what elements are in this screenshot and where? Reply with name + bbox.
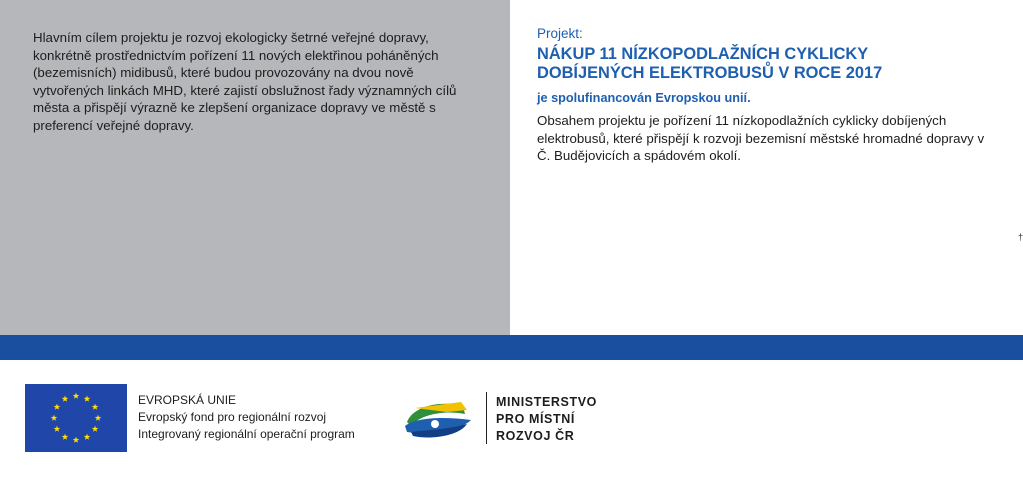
ministry-line-3: ROZVOJ ČR	[496, 429, 575, 443]
edge-mark: †	[1018, 232, 1023, 242]
eu-line-programme: Integrovaný regionální operační program	[138, 427, 355, 441]
project-goal-text: Hlavním cílem projektu je rozvoj ekologicky šetrné veřejné dopravy, konkrétně prostřednictvím pořízení 11 nových elektřinou poháněných (bezemisních) midibusů, které budou provozovány na dvou nově vytvořených linkách MHD, které zajistí obslužnost řady významných cílů města a přispějí výrazně ke zlepšení organizace dopravy ve městě s preferencí veřejné dopravy.	[33, 30, 457, 133]
ministry-line-2: PRO MÍSTNÍ	[496, 412, 575, 426]
eu-flag-icon	[25, 384, 127, 452]
left-panel	[0, 0, 510, 335]
footer	[0, 360, 1023, 478]
right-panel	[510, 0, 1023, 335]
project-description: Obsahem projektu je pořízení 11 nízkopodlažních cyklicky dobíjených elektrobusů, které přispějí k rozvoji bezemisní městské hromadné dopravy v Č. Budějovicích a spádovém okolí.	[537, 113, 985, 164]
ministry-logo-icon	[401, 396, 475, 442]
ministry-text-block	[496, 394, 597, 445]
eu-text-block	[138, 392, 355, 443]
project-title: NÁKUP 11 NÍZKOPODLAŽNÍCH CYKLICKY DOBÍJENÝCH ELEKTROBUSŮ V ROCE 2017	[537, 45, 883, 82]
project-label: Projekt:	[537, 26, 583, 41]
eu-line-union: EVROPSKÁ UNIE	[138, 393, 237, 407]
eu-line-fund: Evropský fond pro regionální rozvoj	[138, 410, 327, 424]
ministry-divider	[486, 392, 487, 444]
ministry-line-1: MINISTERSTVO	[496, 395, 597, 409]
blue-band	[0, 335, 1023, 360]
cofinance-text: je spolufinancován Evropskou unií.	[537, 91, 751, 105]
